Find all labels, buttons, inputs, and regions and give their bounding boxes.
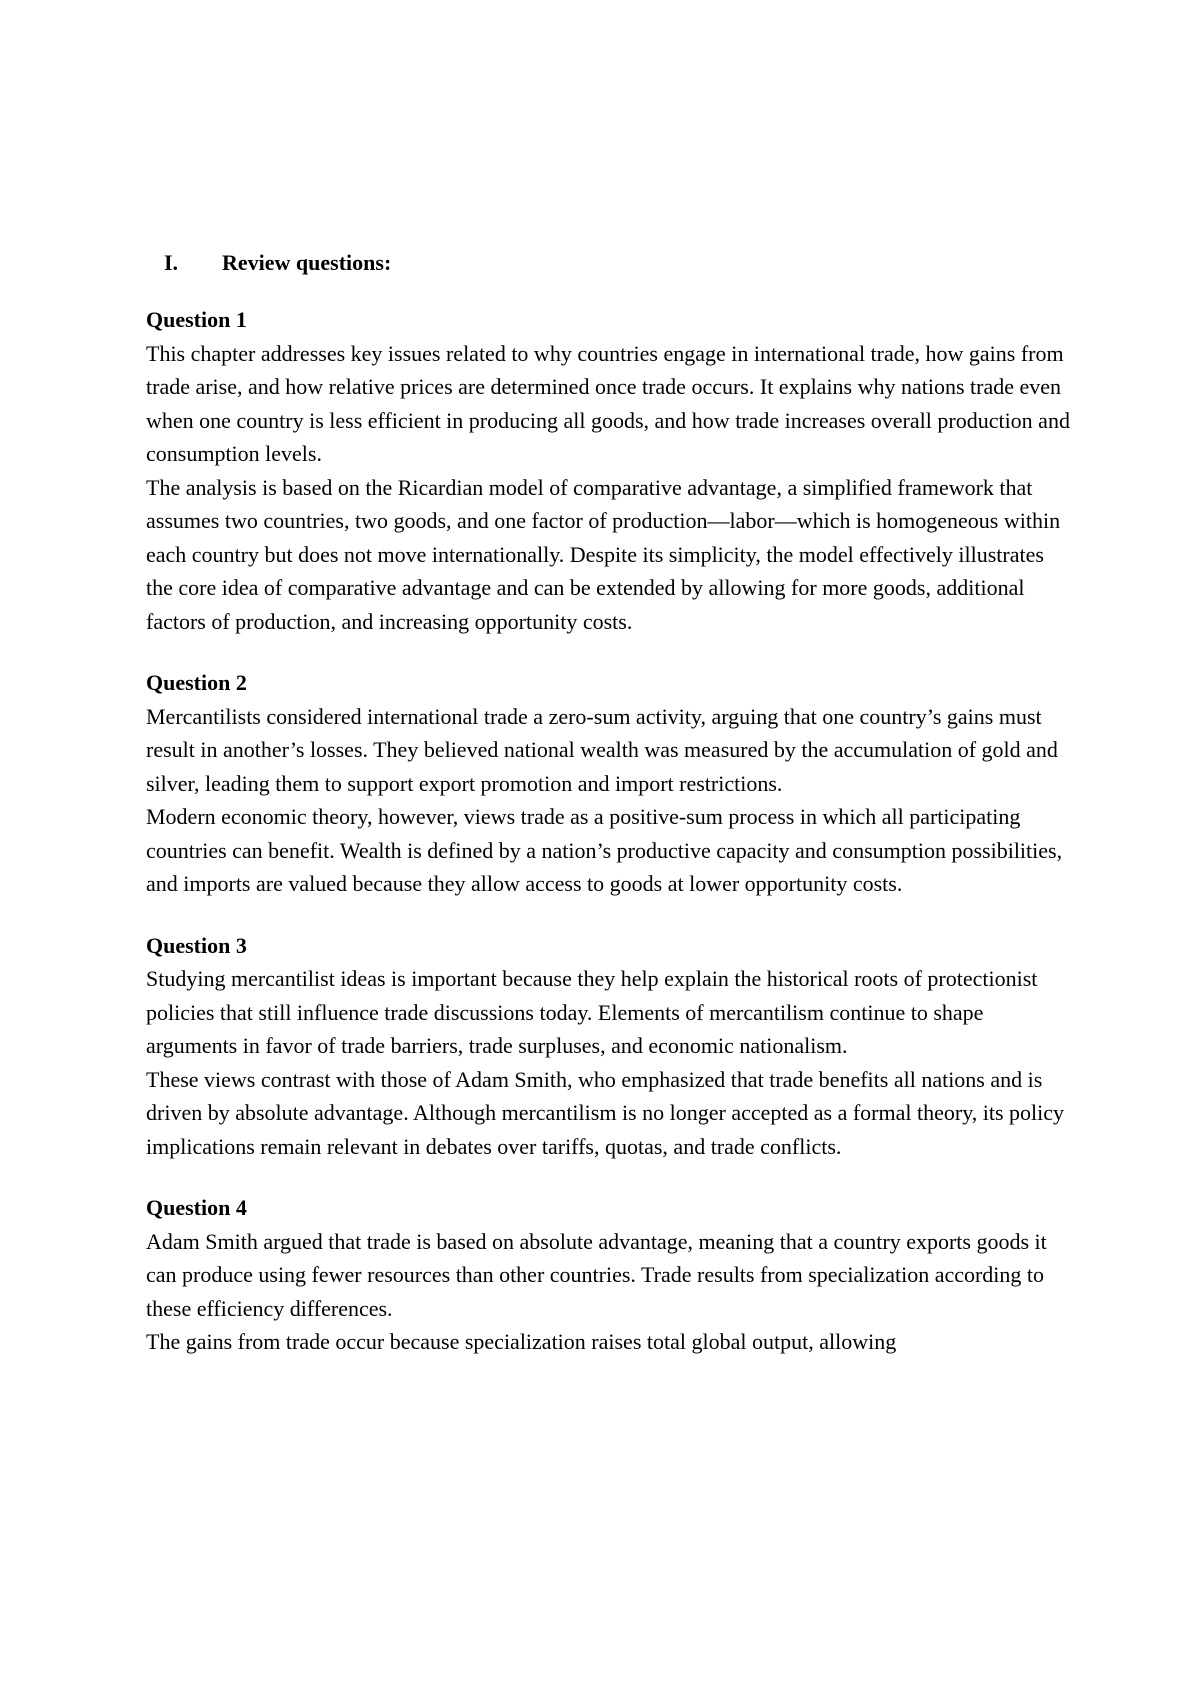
question-paragraph: These views contrast with those of Adam Smith, who emphasized that trade benefits all nations and is driven by absolute advantage. Although mercantilism is no longer accepted as a formal theory, its policy implications remain relevant in debates over tariffs, quotas, and trade conflicts. bbox=[146, 1066, 1065, 1159]
question-4 bbox=[146, 1191, 1076, 1359]
question-paragraph: Adam Smith argued that trade is based on absolute advantage, meaning that a country exports goods it can produce using fewer resources than other countries. Trade results from specialization according to these efficiency differences. bbox=[146, 1228, 1047, 1321]
section-number: I. bbox=[164, 250, 179, 275]
question-title: Question 1 bbox=[146, 307, 247, 332]
question-title: Question 4 bbox=[146, 1195, 247, 1220]
question-2 bbox=[146, 666, 1076, 901]
section-heading bbox=[164, 247, 1076, 279]
question-1 bbox=[146, 303, 1076, 638]
question-title: Question 2 bbox=[146, 670, 247, 695]
question-paragraph: This chapter addresses key issues related to why countries engage in international trade, how gains from trade arise, and how relative prices are determined once trade occurs. It explains why nations trade even when one country is less efficient in producing all goods, and how trade increases overall production and consumption levels. bbox=[146, 340, 1070, 466]
question-paragraph: The gains from trade occur because specialization raises total global output, allowing bbox=[146, 1329, 897, 1354]
question-paragraph: Modern economic theory, however, views trade as a positive-sum process in which all participating countries can benefit. Wealth is defined by a nation’s productive capacity and consumption possibilities, and imports are valued because they allow access to goods at lower opportunity costs. bbox=[146, 804, 1063, 896]
section-title: Review questions: bbox=[222, 250, 392, 275]
document-content bbox=[146, 247, 1076, 1387]
question-3 bbox=[146, 929, 1076, 1164]
question-paragraph: Studying mercantilist ideas is important because they help explain the historical roots of protectionist policies that still influence trade discussions today. Elements of mercantilism continue to shape arguments in favor of trade barriers, trade surpluses, and economic nationalism. bbox=[146, 966, 1038, 1058]
question-paragraph: The analysis is based on the Ricardian model of comparative advantage, a simplified framework that assumes two countries, two goods, and one factor of production—labor—which is homogeneous within each country but does not move internationally. Despite its simplicity, the model effectively illustrates the core idea of comparative advantage and can be extended by allowing for more goods, additional factors of production, and increasing opportunity costs. bbox=[146, 474, 1061, 634]
question-title: Question 3 bbox=[146, 932, 247, 958]
question-paragraph: Mercantilists considered international trade a zero-sum activity, arguing that one country’s gains must result in another’s losses. They believed national wealth was measured by the accumulation of gold and silver, leading them to support export promotion and import restrictions. bbox=[146, 703, 1058, 796]
